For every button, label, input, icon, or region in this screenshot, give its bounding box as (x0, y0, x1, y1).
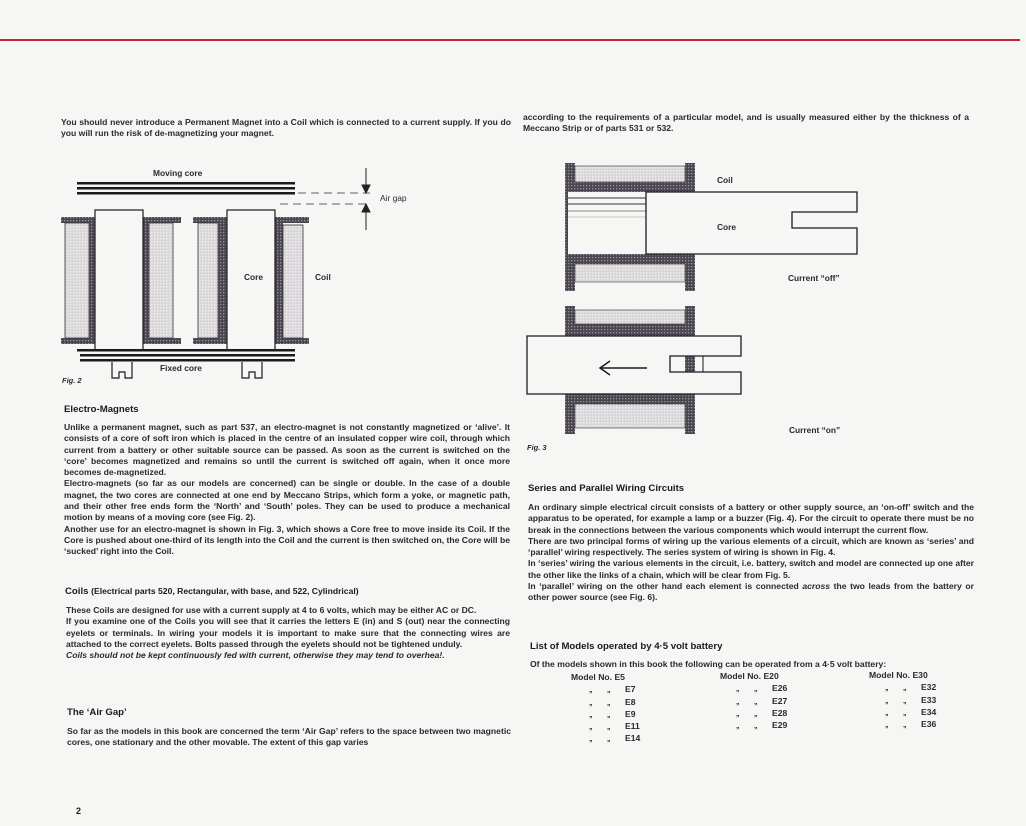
model-prefix: Model No. (869, 670, 911, 680)
ditto-mark: „ (754, 723, 758, 731)
electro-magnets-p2: Electro-magnets (so far as our models are concerned) can be single or double. In the case of a double magnet, the two cores are connected at one end by Meccano Strips, which form a yoke, or magnetic path, and their other free ends form the ‘North’ and ‘South’ poles. They can be used to produce a mechanical motion by means of a moving core (see Fig. 2). (64, 478, 510, 523)
models-intro: Of the models shown in this book the following can be operated from a 4·5 volt battery: (530, 659, 887, 669)
coils-heading-text: Coils (65, 586, 89, 597)
fig3-caption: Fig. 3 (527, 443, 547, 452)
electro-magnets-p1: Unlike a permanent magnet, such as part 537, an electro-magnet is not constantly magnetized or ‘alive’. It consists of a core of soft iron which is placed in the centre of an insulated copper wire coil, through which current from a battery or other suitable source can be passed. As soon as the current is switched on the ‘core’ becomes magnetized and remains so until the current is switched off again, when it once more becomes de-magnetized. (64, 422, 510, 478)
ditto-mark: „ (589, 699, 593, 707)
model-number: E28 (772, 707, 788, 718)
core-current-off (646, 192, 857, 254)
heading-series-parallel: Series and Parallel Wiring Circuits (528, 483, 685, 494)
model-row (720, 696, 787, 708)
model-number: E8 (625, 696, 636, 707)
series-body (528, 502, 974, 604)
models-column-1 (571, 672, 640, 746)
core-current-on (527, 336, 741, 394)
intro-warning (61, 117, 511, 140)
label-current-off: Current “off” (788, 273, 840, 283)
moving-core-strips (77, 182, 295, 195)
model-row (571, 672, 640, 684)
ditto-mark: „ (607, 711, 611, 719)
ditto-mark: „ (754, 686, 758, 694)
ditto-mark: „ (589, 724, 593, 732)
ditto-mark: „ (754, 698, 758, 706)
model-number: E7 (625, 684, 636, 695)
ditto-mark: „ (589, 736, 593, 744)
model-row (720, 720, 787, 732)
label-core: Core (244, 272, 264, 282)
model-row (869, 695, 936, 707)
model-number: E32 (921, 682, 937, 693)
ditto-mark: „ (885, 697, 889, 705)
coils-heading-suffix: (Electrical parts 520, Rectangular, with base, and 522, Cylindrical) (91, 586, 359, 596)
model-row (720, 671, 787, 683)
model-row (869, 682, 936, 694)
model-number: E14 (625, 733, 641, 744)
model-row (571, 733, 640, 745)
model-number: E20 (763, 671, 779, 681)
ditto-mark: „ (903, 722, 907, 730)
ditto-mark: „ (589, 687, 593, 695)
heading-air-gap: The ‘Air Gap’ (67, 707, 127, 718)
ditto-mark: „ (736, 698, 740, 706)
page-number: 2 (76, 806, 82, 816)
ditto-mark: „ (885, 722, 889, 730)
model-number: E34 (921, 706, 937, 717)
model-number: E36 (921, 719, 937, 730)
ditto-mark: „ (607, 724, 611, 732)
coils-p3: Coils should not be kept continuously fed with current, otherwise they may tend to overhea!. (66, 650, 445, 661)
air-gap-dashes (280, 193, 370, 204)
coils-body (66, 605, 510, 661)
model-number: E29 (772, 720, 788, 731)
electro-magnets-p3: Another use for an electro-magnet is shown in Fig. 3, which shows a Core free to move inside its Coil. If the Core is pushed about one-third of its length into the Coil and the current is then switched on, the Core will be ‘sucked’ right into the Coil. (64, 523, 510, 557)
label-moving-core: Moving core (153, 168, 203, 178)
model-number: E5 (614, 672, 625, 682)
model-prefix: Model No. (720, 671, 762, 681)
ditto-mark: „ (903, 697, 907, 705)
fig2-diagram (55, 160, 425, 385)
series-p2: There are two principal forms of wiring up the various elements of a circuit, which are known as ‘series’ and ‘parallel’ wiring respectively. The series system of wiring is shown in Fig. 4. (528, 535, 974, 558)
right-intro (523, 112, 969, 135)
model-row (571, 721, 640, 733)
series-p1: An ordinary simple electrical circuit consists of a battery or other supply source, an ‘on-off’ switch and the apparatus to be operated, for example a lamp or a buzzer (Fig. 4). For the circuit to operate there must be no break in the connections between the various components which would interrupt the current flow. (528, 502, 974, 535)
model-number: E26 (772, 683, 788, 694)
ditto-mark: „ (607, 736, 611, 744)
label-current-on: Current “on” (789, 425, 841, 435)
model-row (869, 707, 936, 719)
model-row (720, 708, 787, 720)
model-number: E30 (912, 670, 928, 680)
fig3-diagram (520, 158, 865, 438)
model-row (571, 709, 640, 721)
ditto-mark: „ (607, 699, 611, 707)
ditto-mark: „ (885, 709, 889, 717)
model-number: E33 (921, 694, 937, 705)
series-p4-emphasis: across (802, 581, 831, 592)
air-gap-body (67, 726, 511, 749)
ditto-mark: „ (903, 709, 907, 717)
intro-warning-text: You should never introduce a Permanent Magnet into a Coil which is connected to a current supply. If you do you will run the risk of de-magnetizing your magnet. (61, 117, 511, 139)
fig2-caption: Fig. 2 (62, 376, 82, 385)
ditto-mark: „ (736, 686, 740, 694)
coils-p1: These Coils are designed for use with a current supply at 4 to 6 volts, which may be either AC or DC. (66, 605, 477, 615)
model-prefix: Model No. (571, 672, 613, 682)
series-p3: In ‘series’ wiring the various elements in the circuit, i.e. battery, switch and model are connected up one after the other like the links of a chain, which will be clear from Fig. 5. (528, 558, 974, 580)
electro-magnets-body (64, 422, 510, 558)
ditto-mark: „ (736, 710, 740, 718)
label-fixed-core: Fixed core (160, 363, 202, 373)
air-gap-p1: So far as the models in this book are concerned the term ‘Air Gap’ refers to the space between two magnetic cores, one stationary and the other movable. The extent of this gap varies (67, 726, 511, 748)
model-row (869, 670, 936, 682)
model-number: E11 (625, 721, 640, 732)
right-intro-text: according to the requirements of a particular model, and is usually measured either by the thickness of a Meccano Strip or of parts 531 or 532. (523, 112, 969, 134)
models-column-2 (720, 671, 787, 732)
heading-electro-magnets: Electro-Magnets (64, 404, 139, 415)
model-row (869, 719, 936, 731)
series-p4-c: the two leads from the battery or other power source (see Fig. 6). (528, 581, 974, 603)
series-p4-a: In ‘parallel’ wiring on the other hand each element is connected (528, 581, 803, 592)
air-gap-arrows-icon (362, 168, 370, 230)
series-p4 (528, 581, 974, 604)
fixed-core-strips (77, 349, 295, 362)
label-air-gap: Air gap (380, 193, 407, 203)
ditto-mark: „ (589, 711, 593, 719)
model-row (571, 697, 640, 709)
label-coil: Coil (315, 272, 331, 282)
ditto-mark: „ (607, 687, 611, 695)
heading-models-list: List of Models operated by 4·5 volt battery (530, 641, 723, 652)
model-row (720, 683, 787, 695)
ditto-mark: „ (754, 710, 758, 718)
models-column-3 (869, 670, 936, 731)
ditto-mark: „ (903, 685, 907, 693)
fig3-label-coil: Coil (717, 175, 733, 185)
ditto-mark: „ (885, 685, 889, 693)
ditto-mark: „ (736, 723, 740, 731)
coils-p2: If you examine one of the Coils you will see that it carries the letters E (in) and S (out) near the connecting eyelets or terminals. In wiring your models it is important to make sure that the connecting wires are attached to the correct eyelets. Bolts passed through the eyelets should not be tightened unduly. (66, 616, 510, 649)
model-number: E9 (625, 708, 636, 719)
model-row (571, 684, 640, 696)
heading-coils (65, 586, 359, 597)
fig3-label-core: Core (717, 222, 737, 232)
model-number: E27 (772, 695, 788, 706)
header-red-rule (0, 39, 1020, 41)
left-core (95, 210, 143, 350)
